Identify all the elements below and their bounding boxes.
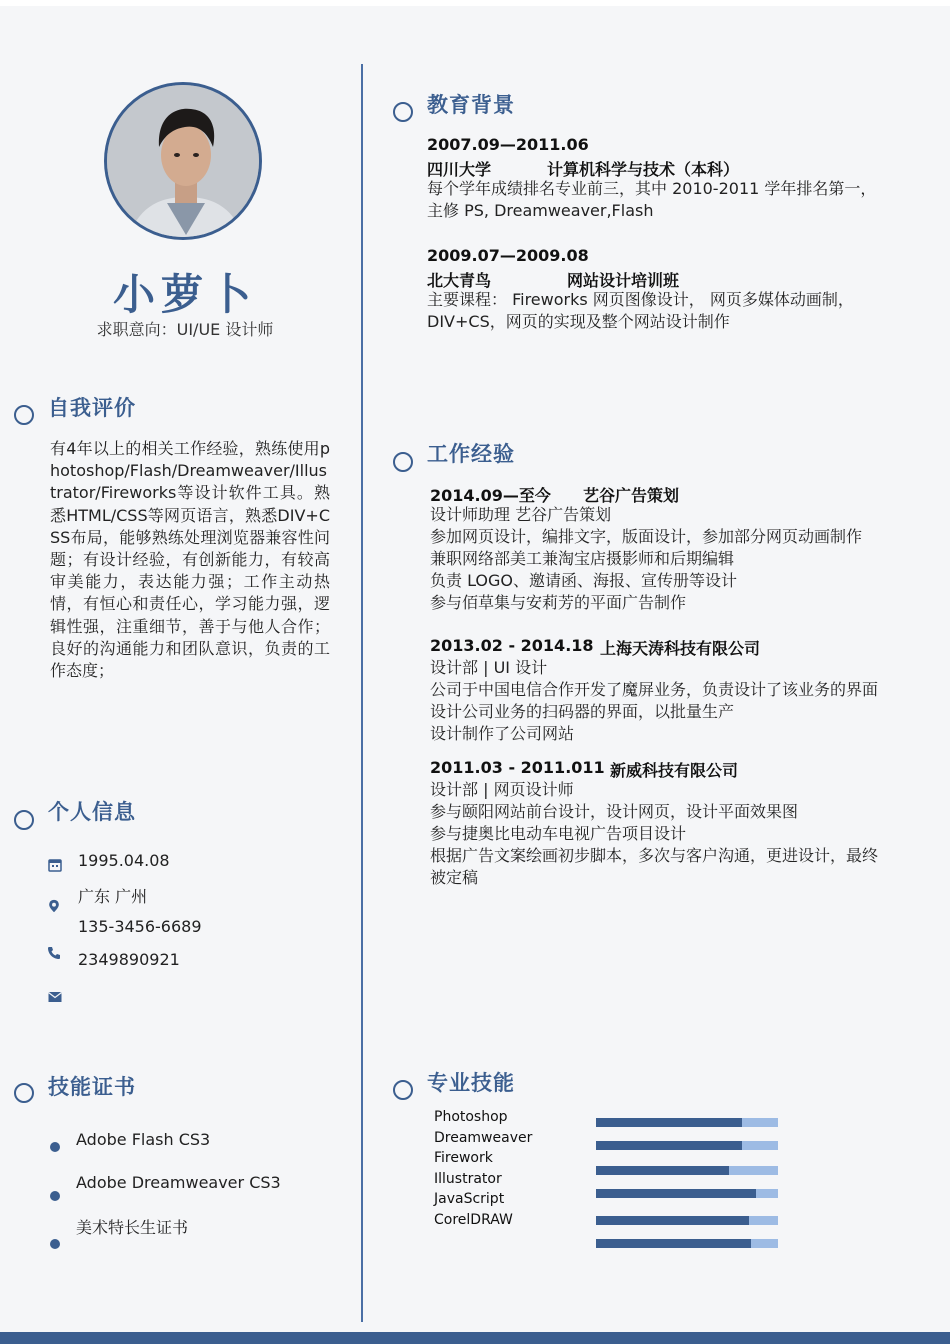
skill-bar — [596, 1166, 778, 1175]
skill-bar-fill — [596, 1118, 742, 1127]
work-desc-line: 设计师助理 艺谷广告策划 — [430, 505, 612, 524]
work-title: 工作经验 — [427, 442, 515, 466]
self-eval-title: 自我评价 — [48, 396, 136, 420]
calendar-icon — [48, 858, 62, 872]
skill-name: Illustrator — [434, 1171, 502, 1187]
certs-title: 技能证书 — [48, 1075, 136, 1099]
edu-major: 计算机科学与技术（本科） — [547, 160, 740, 179]
email-icon — [48, 990, 62, 1004]
job-intent: 求职意向：UI/UE 设计师 — [96, 320, 274, 339]
edu-desc-line: 每个学年成绩排名专业前三，其中 2010-2011 学年排名第一， — [427, 179, 877, 198]
edu-period: 2007.09—2011.06 — [427, 135, 589, 154]
section-marker-icon — [393, 102, 413, 122]
skill-bar — [596, 1118, 778, 1127]
email: 2349890921 — [78, 950, 180, 969]
work-desc-line: 兼职网络部美工兼淘宝店摄影师和后期编辑 — [430, 549, 735, 568]
skill-name: CorelDRAW — [434, 1212, 513, 1228]
edu-school: 北大青鸟 — [427, 271, 492, 290]
work-company: 上海天涛科技有限公司 — [600, 639, 761, 658]
work-desc-line: 被定稿 — [430, 868, 479, 887]
edu-desc-line: DIV+CS，网页的实现及整个网站设计制作 — [427, 312, 730, 331]
edu-desc-line: 主要课程： Fireworks 网页图像设计， 网页多媒体动画制， — [427, 290, 854, 309]
work-desc-line: 设计部 | 网页设计师 — [430, 780, 574, 799]
portrait-image — [107, 85, 262, 240]
section-marker-icon — [14, 405, 34, 425]
edu-school: 四川大学 — [427, 160, 492, 179]
avatar — [104, 82, 262, 240]
location-icon — [47, 899, 61, 913]
skill-bar — [596, 1216, 778, 1225]
section-marker-icon — [393, 452, 413, 472]
column-divider — [361, 64, 363, 1322]
work-desc-line: 设计部 | UI 设计 — [430, 658, 548, 677]
edu-major: 网站设计培训班 — [567, 271, 680, 290]
skill-bar — [596, 1239, 778, 1248]
cert-item: Adobe Dreamweaver CS3 — [76, 1173, 281, 1192]
skill-name: Dreamweaver — [434, 1130, 533, 1146]
skill-bar — [596, 1141, 778, 1150]
work-desc-line: 参加网页设计，编排文字，版面设计，参加部分网页动画制作 — [430, 527, 863, 546]
edu-period: 2009.07—2009.08 — [427, 246, 589, 265]
section-marker-icon — [393, 1080, 413, 1100]
bullet-icon — [50, 1191, 60, 1201]
work-desc-line: 公司于中国电信合作开发了魔屏业务，负责设计了该业务的界面 — [430, 680, 879, 699]
work-company: 艺谷广告策划 — [583, 486, 680, 505]
skill-name: Firework — [434, 1150, 493, 1166]
skill-bar-fill — [596, 1189, 756, 1198]
skills-title: 专业技能 — [427, 1071, 515, 1095]
work-desc-line: 参与颐阳网站前台设计，设计网页，设计平面效果图 — [430, 802, 799, 821]
bullet-icon — [50, 1142, 60, 1152]
bottom-bar — [0, 1332, 950, 1344]
skill-bar-fill — [596, 1239, 751, 1248]
work-period: 2014.09—至今 — [430, 486, 551, 505]
bullet-icon — [50, 1239, 60, 1249]
skill-name: JavaScript — [434, 1191, 505, 1207]
skill-name: Photoshop — [434, 1109, 508, 1125]
phone-number: 135-3456-6689 — [78, 917, 202, 936]
section-marker-icon — [14, 1083, 34, 1103]
skill-bar-fill — [596, 1216, 749, 1225]
cert-item: 美术特长生证书 — [76, 1218, 189, 1237]
section-marker-icon — [14, 810, 34, 830]
skill-bar-fill — [596, 1141, 742, 1150]
self-eval-text: 有4年以上的相关工作经验，熟练使用photoshop/Flash/Dreamweaver/Illustrator/Fireworks等设计软件工具。熟悉HTML/CSS等网页语言，熟悉DIV+CSS布局，能够熟练处理浏览器兼容性问题；有设计经验，有创新能力，有较高审美能力，表达能力强；工作主动热情，有恒心和责任心，学习能力强，逻辑性强，注重细节，善于与他人合作；良好的沟通能力和团队意识，负责的工作态度； — [50, 439, 330, 681]
edu-desc-line: 主修 PS, Dreamweaver,Flash — [427, 201, 654, 220]
work-desc-line: 设计公司业务的扫码器的界面，以批量生产 — [430, 702, 735, 721]
location: 广东 广州 — [78, 887, 148, 906]
cert-item: Adobe Flash CS3 — [76, 1130, 211, 1149]
candidate-name: 小萝卜 — [112, 270, 257, 319]
skill-bar-fill — [596, 1166, 729, 1175]
work-period: 2011.03 - 2011.011 — [430, 758, 605, 777]
education-title: 教育背景 — [427, 93, 515, 117]
work-desc-line: 根据广告文案绘画初步脚本，多次与客户沟通，更进设计，最终 — [430, 846, 879, 865]
work-desc-line: 参与捷奥比电动车电视广告项目设计 — [430, 824, 687, 843]
top-strip — [0, 0, 950, 6]
birth-date: 1995.04.08 — [78, 851, 170, 870]
phone-icon — [47, 946, 61, 960]
skill-bar — [596, 1189, 778, 1198]
work-desc-line: 设计制作了公司网站 — [430, 724, 575, 743]
personal-info-title: 个人信息 — [48, 800, 136, 824]
work-company: 新威科技有限公司 — [610, 761, 739, 780]
work-period: 2013.02 - 2014.18 — [430, 636, 594, 655]
work-desc-line: 参与佰草集与安莉芳的平面广告制作 — [430, 593, 687, 612]
work-desc-line: 负责 LOGO、邀请函、海报、宣传册等设计 — [430, 571, 738, 590]
